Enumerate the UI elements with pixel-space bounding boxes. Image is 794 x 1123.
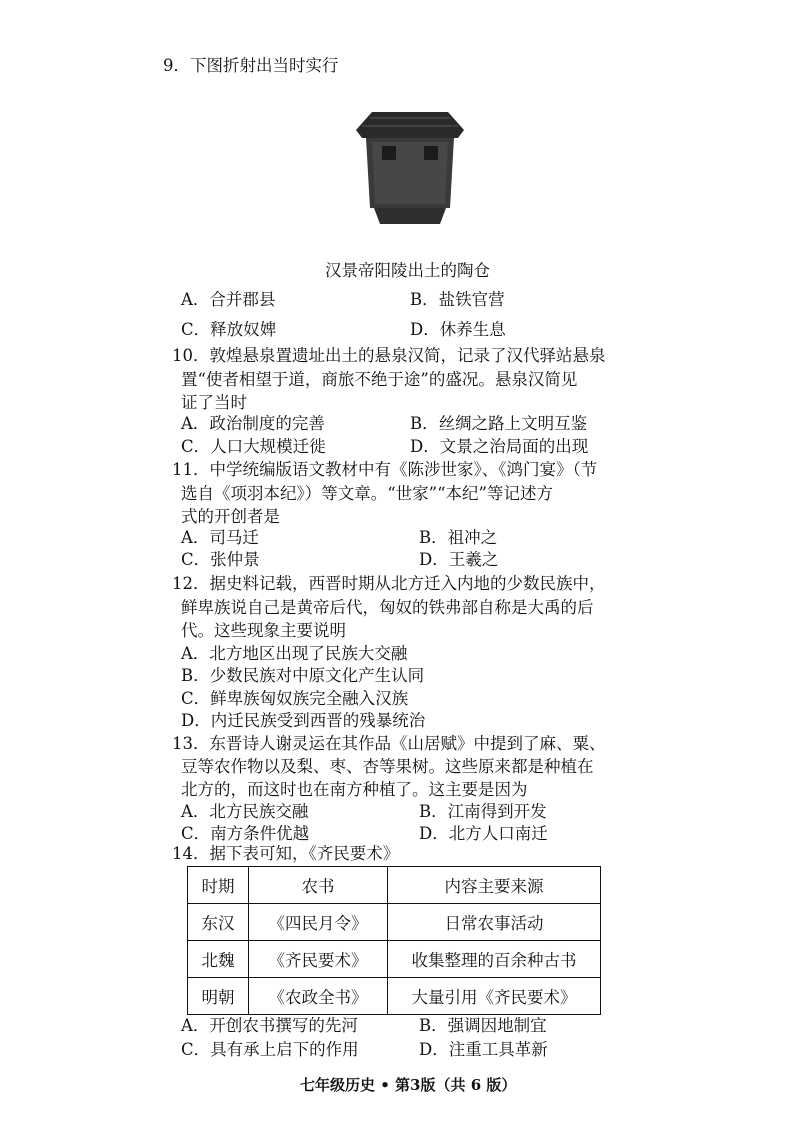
question-9-stem: 9．下图折射出当时实行 <box>163 56 339 75</box>
table-cell: 大量引用《齐民要术》 <box>388 978 601 1015</box>
q13-option-a: A．北方民族交融 <box>181 802 309 821</box>
q10-stem-line-1: 10．敦煌悬泉置遗址出土的悬泉汉简，记录了汉代驿站悬泉 <box>172 346 606 365</box>
table-row <box>188 904 601 941</box>
q14-option-a: A．开创农书撰写的先河 <box>181 1016 358 1035</box>
page-footer: 七年级历史 • 第3版（共 6 版） <box>300 1076 517 1094</box>
table-cell: 北魏 <box>188 941 249 978</box>
q14-option-b: B．强调因地制宜 <box>419 1016 547 1035</box>
table-cell: 《四民月令》 <box>249 904 388 941</box>
q12-option-a: A．北方地区出现了民族大交融 <box>181 644 408 663</box>
table-header-row <box>188 867 601 904</box>
q12-stem-line-2: 鲜卑族说自己是黄帝后代，匈奴的铁弗部自称是大禹的后 <box>181 598 594 617</box>
table-cell: 《农政全书》 <box>249 978 388 1015</box>
q13-stem-line-3: 北方的，而这时也在南方种植了。这主要是因为 <box>181 780 528 799</box>
q9-option-b: B．盐铁官营 <box>410 290 505 309</box>
table-cell: 日常农事活动 <box>388 904 601 941</box>
pottery-granary-image <box>352 108 468 226</box>
table-row <box>188 941 601 978</box>
table-header-source: 内容主要来源 <box>388 867 601 904</box>
table-header-period: 时期 <box>188 867 249 904</box>
q13-option-b: B．江南得到开发 <box>419 802 547 821</box>
q11-option-d: D．王羲之 <box>419 550 499 569</box>
q10-option-d: D．文景之治局面的出现 <box>410 437 589 456</box>
q12-stem-line-3: 代。这些现象主要说明 <box>181 621 346 640</box>
table-cell: 明朝 <box>188 978 249 1015</box>
table-cell: 收集整理的百余种古书 <box>388 941 601 978</box>
q12-option-c: C．鲜卑族匈奴族完全融入汉族 <box>181 689 409 708</box>
q10-stem-line-3: 证了当时 <box>181 393 247 412</box>
q13-stem-line-1: 13．东晋诗人谢灵运在其作品《山居赋》中提到了麻、粟、 <box>172 734 606 753</box>
table-header-book: 农书 <box>249 867 388 904</box>
q12-option-b: B．少数民族对中原文化产生认同 <box>181 666 425 685</box>
q10-stem-line-2: 置“使者相望于道，商旅不绝于途”的盛况。悬泉汉简见 <box>181 370 578 389</box>
q13-stem-line-2: 豆等农作物以及梨、枣、杏等果树。这些原来都是种植在 <box>181 757 594 776</box>
agriculture-books-table <box>187 866 601 1015</box>
table-cell: 《齐民要术》 <box>249 941 388 978</box>
q11-stem-line-1: 11．中学统编版语文教材中有《陈涉世家》、《鸿门宴》（节 <box>172 460 598 479</box>
q14-option-d: D．注重工具革新 <box>419 1040 548 1059</box>
q12-stem-line-1: 12．据史料记载，西晋时期从北方迁入内地的少数民族中， <box>172 574 606 593</box>
q9-option-d: D．休养生息 <box>410 320 506 339</box>
q9-option-c: C．释放奴婢 <box>181 320 277 339</box>
q11-stem-line-3: 式的开创者是 <box>181 507 280 526</box>
q10-option-c: C．人口大规模迁徙 <box>181 437 326 456</box>
q14-stem: 14．据下表可知，《齐民要术》 <box>172 844 400 863</box>
q11-option-b: B．祖冲之 <box>419 528 498 547</box>
table-row <box>188 978 601 1015</box>
q12-option-d: D．内迁民族受到西晋的残暴统治 <box>181 711 426 730</box>
q11-stem-line-2: 选自《项羽本纪》）等文章。“世家”“本纪”等记述方 <box>181 484 553 503</box>
q14-option-c: C．具有承上启下的作用 <box>181 1040 359 1059</box>
q10-option-a: A．政治制度的完善 <box>181 414 325 433</box>
q10-option-b: B．丝绸之路上文明互鉴 <box>410 414 588 433</box>
figure-caption: 汉景帝阳陵出土的陶仓 <box>325 261 490 280</box>
q11-option-c: C．张仲景 <box>181 550 260 569</box>
q11-option-a: A．司马迁 <box>181 528 259 547</box>
q13-option-c: C．南方条件优越 <box>181 824 310 843</box>
q13-option-d: D．北方人口南迁 <box>419 824 548 843</box>
table-cell: 东汉 <box>188 904 249 941</box>
q9-option-a: A．合并郡县 <box>181 290 276 309</box>
